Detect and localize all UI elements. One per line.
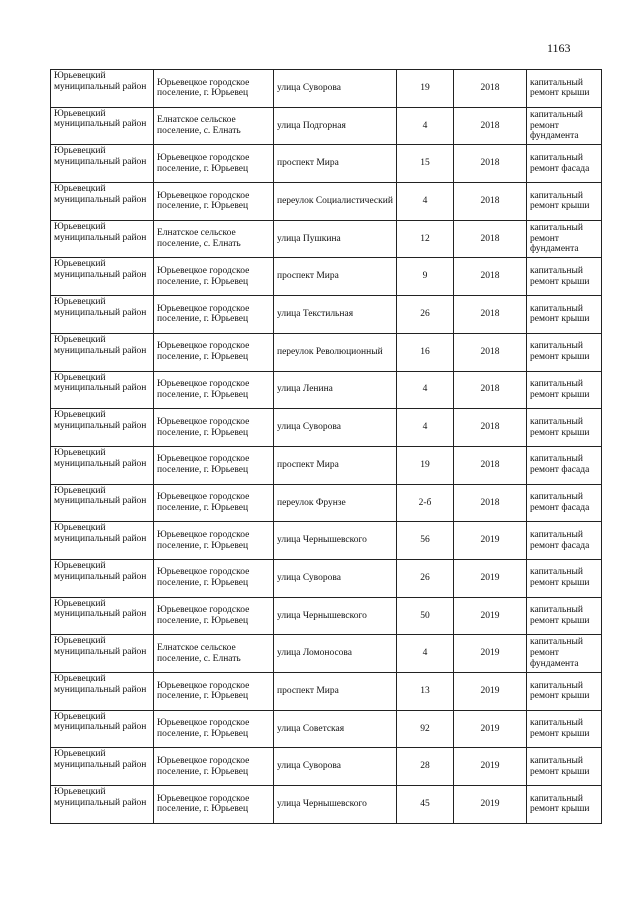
table-row (51, 484, 602, 522)
district-cell: Юрьевецкий муниципальный район (51, 183, 154, 221)
work-type-cell: капитальный ремонт крыши (527, 70, 602, 108)
settlement-cell: Елнатское сельское поселение, с. Елнать (154, 635, 274, 673)
settlement-cell: Юрьевецкое городское поселение, г. Юрьевец (154, 673, 274, 711)
district-cell: Юрьевецкий муниципальный район (51, 635, 154, 673)
work-type-cell: капитальный ремонт фундамента (527, 220, 602, 258)
work-type-cell: капитальный ремонт крыши (527, 296, 602, 334)
work-type-cell: капитальный ремонт крыши (527, 597, 602, 635)
district-cell: Юрьевецкий муниципальный район (51, 710, 154, 748)
work-type-cell: капитальный ремонт крыши (527, 258, 602, 296)
year-cell: 2018 (454, 183, 527, 221)
table-row (51, 446, 602, 484)
house-number-cell: 2-б (397, 484, 454, 522)
year-cell: 2018 (454, 220, 527, 258)
district-cell: Юрьевецкий муниципальный район (51, 258, 154, 296)
table-row (51, 597, 602, 635)
settlement-cell: Юрьевецкое городское поселение, г. Юрьевец (154, 446, 274, 484)
street-cell: улица Ленина (274, 371, 397, 409)
repair-schedule-table (50, 69, 602, 824)
settlement-cell: Юрьевецкое городское поселение, г. Юрьевец (154, 70, 274, 108)
table-row (51, 333, 602, 371)
house-number-cell: 50 (397, 597, 454, 635)
year-cell: 2018 (454, 296, 527, 334)
table-row (51, 183, 602, 221)
table-row (51, 107, 602, 145)
district-cell: Юрьевецкий муниципальный район (51, 484, 154, 522)
work-type-cell: капитальный ремонт фундамента (527, 635, 602, 673)
year-cell: 2019 (454, 786, 527, 824)
settlement-cell: Юрьевецкое городское поселение, г. Юрьевец (154, 296, 274, 334)
house-number-cell: 4 (397, 409, 454, 447)
district-cell: Юрьевецкий муниципальный район (51, 333, 154, 371)
street-cell: улица Суворова (274, 70, 397, 108)
street-cell: улица Чернышевского (274, 786, 397, 824)
street-cell: улица Чернышевского (274, 597, 397, 635)
table-row (51, 296, 602, 334)
settlement-cell: Юрьевецкое городское поселение, г. Юрьевец (154, 371, 274, 409)
street-cell: переулок Революционный (274, 333, 397, 371)
district-cell: Юрьевецкий муниципальный район (51, 70, 154, 108)
street-cell: проспект Мира (274, 145, 397, 183)
table-row (51, 673, 602, 711)
street-cell: переулок Социалистический (274, 183, 397, 221)
settlement-cell: Юрьевецкое городское поселение, г. Юрьевец (154, 145, 274, 183)
district-cell: Юрьевецкий муниципальный район (51, 446, 154, 484)
settlement-cell: Юрьевецкое городское поселение, г. Юрьевец (154, 183, 274, 221)
house-number-cell: 45 (397, 786, 454, 824)
settlement-cell: Елнатское сельское поселение, с. Елнать (154, 107, 274, 145)
house-number-cell: 13 (397, 673, 454, 711)
table-row (51, 559, 602, 597)
street-cell: улица Суворова (274, 409, 397, 447)
page-number: 1163 (547, 41, 571, 55)
house-number-cell: 15 (397, 145, 454, 183)
house-number-cell: 19 (397, 70, 454, 108)
district-cell: Юрьевецкий муниципальный район (51, 145, 154, 183)
year-cell: 2018 (454, 484, 527, 522)
district-cell: Юрьевецкий муниципальный район (51, 107, 154, 145)
district-cell: Юрьевецкий муниципальный район (51, 220, 154, 258)
street-cell: переулок Фрунзе (274, 484, 397, 522)
table-row (51, 748, 602, 786)
house-number-cell: 4 (397, 183, 454, 221)
work-type-cell: капитальный ремонт крыши (527, 673, 602, 711)
table-row (51, 371, 602, 409)
street-cell: улица Чернышевского (274, 522, 397, 560)
year-cell: 2019 (454, 673, 527, 711)
work-type-cell: капитальный ремонт крыши (527, 409, 602, 447)
work-type-cell: капитальный ремонт крыши (527, 183, 602, 221)
year-cell: 2019 (454, 597, 527, 635)
year-cell: 2019 (454, 635, 527, 673)
work-type-cell: капитальный ремонт фасада (527, 522, 602, 560)
house-number-cell: 92 (397, 710, 454, 748)
year-cell: 2018 (454, 107, 527, 145)
house-number-cell: 12 (397, 220, 454, 258)
street-cell: улица Суворова (274, 748, 397, 786)
work-type-cell: капитальный ремонт крыши (527, 786, 602, 824)
street-cell: улица Пушкина (274, 220, 397, 258)
year-cell: 2018 (454, 333, 527, 371)
table-row (51, 145, 602, 183)
district-cell: Юрьевецкий муниципальный район (51, 296, 154, 334)
year-cell: 2019 (454, 522, 527, 560)
settlement-cell: Юрьевецкое городское поселение, г. Юрьевец (154, 522, 274, 560)
district-cell: Юрьевецкий муниципальный район (51, 786, 154, 824)
year-cell: 2018 (454, 258, 527, 296)
table-row (51, 258, 602, 296)
work-type-cell: капитальный ремонт крыши (527, 559, 602, 597)
district-cell: Юрьевецкий муниципальный район (51, 559, 154, 597)
settlement-cell: Юрьевецкое городское поселение, г. Юрьевец (154, 597, 274, 635)
table-row (51, 522, 602, 560)
year-cell: 2018 (454, 145, 527, 183)
street-cell: улица Ломоносова (274, 635, 397, 673)
street-cell: улица Текстильная (274, 296, 397, 334)
settlement-cell: Юрьевецкое городское поселение, г. Юрьевец (154, 710, 274, 748)
district-cell: Юрьевецкий муниципальный район (51, 371, 154, 409)
house-number-cell: 4 (397, 371, 454, 409)
year-cell: 2019 (454, 559, 527, 597)
settlement-cell: Елнатское сельское поселение, с. Елнать (154, 220, 274, 258)
house-number-cell: 26 (397, 296, 454, 334)
settlement-cell: Юрьевецкое городское поселение, г. Юрьевец (154, 484, 274, 522)
table-row (51, 409, 602, 447)
table-row (51, 710, 602, 748)
house-number-cell: 26 (397, 559, 454, 597)
year-cell: 2019 (454, 748, 527, 786)
house-number-cell: 16 (397, 333, 454, 371)
settlement-cell: Юрьевецкое городское поселение, г. Юрьевец (154, 333, 274, 371)
district-cell: Юрьевецкий муниципальный район (51, 748, 154, 786)
year-cell: 2019 (454, 710, 527, 748)
table-row (51, 220, 602, 258)
work-type-cell: капитальный ремонт крыши (527, 710, 602, 748)
district-cell: Юрьевецкий муниципальный район (51, 409, 154, 447)
work-type-cell: капитальный ремонт фасада (527, 145, 602, 183)
table-row (51, 786, 602, 824)
house-number-cell: 28 (397, 748, 454, 786)
year-cell: 2018 (454, 371, 527, 409)
settlement-cell: Юрьевецкое городское поселение, г. Юрьевец (154, 258, 274, 296)
settlement-cell: Юрьевецкое городское поселение, г. Юрьевец (154, 748, 274, 786)
house-number-cell: 9 (397, 258, 454, 296)
street-cell: проспект Мира (274, 258, 397, 296)
house-number-cell: 19 (397, 446, 454, 484)
street-cell: улица Подгорная (274, 107, 397, 145)
district-cell: Юрьевецкий муниципальный район (51, 597, 154, 635)
house-number-cell: 4 (397, 107, 454, 145)
work-type-cell: капитальный ремонт фундамента (527, 107, 602, 145)
table-row (51, 70, 602, 108)
district-cell: Юрьевецкий муниципальный район (51, 673, 154, 711)
work-type-cell: капитальный ремонт крыши (527, 371, 602, 409)
year-cell: 2018 (454, 446, 527, 484)
street-cell: проспект Мира (274, 446, 397, 484)
work-type-cell: капитальный ремонт фасада (527, 446, 602, 484)
district-cell: Юрьевецкий муниципальный район (51, 522, 154, 560)
settlement-cell: Юрьевецкое городское поселение, г. Юрьевец (154, 409, 274, 447)
house-number-cell: 56 (397, 522, 454, 560)
street-cell: улица Суворова (274, 559, 397, 597)
work-type-cell: капитальный ремонт крыши (527, 748, 602, 786)
settlement-cell: Юрьевецкое городское поселение, г. Юрьевец (154, 559, 274, 597)
street-cell: проспект Мира (274, 673, 397, 711)
year-cell: 2018 (454, 409, 527, 447)
table-body (51, 70, 602, 824)
year-cell: 2018 (454, 70, 527, 108)
settlement-cell: Юрьевецкое городское поселение, г. Юрьевец (154, 786, 274, 824)
work-type-cell: капитальный ремонт фасада (527, 484, 602, 522)
street-cell: улица Советская (274, 710, 397, 748)
work-type-cell: капитальный ремонт крыши (527, 333, 602, 371)
house-number-cell: 4 (397, 635, 454, 673)
table-row (51, 635, 602, 673)
